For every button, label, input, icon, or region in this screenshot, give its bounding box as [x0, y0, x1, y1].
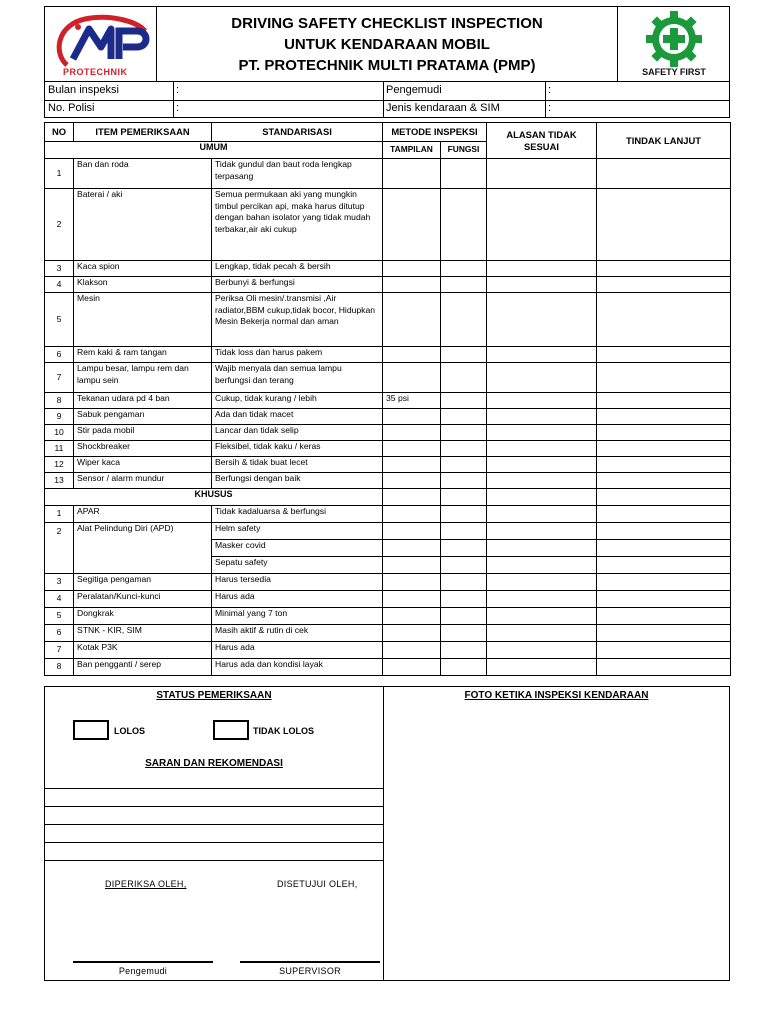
- row-alasan[interactable]: [487, 659, 597, 676]
- table-row: [45, 409, 731, 425]
- supervisor-signature-line[interactable]: [240, 961, 380, 963]
- table-row: [45, 277, 731, 293]
- row-tampilan[interactable]: [383, 409, 441, 425]
- row-fungsi[interactable]: [441, 159, 487, 189]
- row-standar: Harus ada: [212, 642, 383, 659]
- row-tindak[interactable]: [597, 347, 731, 363]
- row-alasan[interactable]: [487, 393, 597, 409]
- status-title: STATUS PEMERIKSAAN: [156, 690, 272, 701]
- row-item: Dongkrak: [74, 608, 212, 625]
- bulan-inspeksi-label: Bulan inspeksi: [48, 84, 119, 96]
- row-alasan[interactable]: [487, 441, 597, 457]
- row-tindak[interactable]: [597, 293, 731, 347]
- table-row: [45, 591, 731, 608]
- empty-cell: [597, 489, 731, 506]
- table-row: [45, 261, 731, 277]
- header-standarisasi: STANDARISASI: [212, 123, 383, 142]
- row-standar: Lengkap, tidak pecah & bersih: [212, 261, 383, 277]
- row-item: Klakson: [74, 277, 212, 293]
- row-no: 7: [45, 642, 74, 659]
- row-standar: Ada dan tidak macet: [212, 409, 383, 425]
- foto-title: FOTO KETIKA INSPEKSI KENDARAAN: [464, 690, 649, 701]
- row-alasan[interactable]: [487, 625, 597, 642]
- row-no: 1: [45, 506, 74, 523]
- row-tindak[interactable]: [597, 659, 731, 676]
- row-tindak[interactable]: [597, 523, 731, 540]
- row-standar: Harus ada: [212, 591, 383, 608]
- saran-line[interactable]: [45, 824, 383, 825]
- row-no: 8: [45, 393, 74, 409]
- row-alasan[interactable]: [487, 642, 597, 659]
- row-item: STNK - KIR, SIM: [74, 625, 212, 642]
- row-no: 10: [45, 425, 74, 441]
- row-tindak[interactable]: [597, 457, 731, 473]
- row-no: 8: [45, 659, 74, 676]
- logo-text: PROTECHNIK: [63, 67, 128, 77]
- row-no: 11: [45, 441, 74, 457]
- row-standar: Masker covid: [212, 540, 383, 557]
- section-umum: UMUM: [45, 142, 383, 159]
- table-row: [45, 608, 731, 625]
- row-item: [74, 540, 212, 557]
- row-no: 6: [45, 625, 74, 642]
- header-tindak: TINDAK LANJUT: [597, 123, 731, 159]
- row-fungsi[interactable]: [441, 642, 487, 659]
- bottom-divider: [383, 687, 384, 980]
- row-tampilan[interactable]: [383, 574, 441, 591]
- row-fungsi[interactable]: [441, 591, 487, 608]
- table-row: [45, 425, 731, 441]
- row-tampilan[interactable]: [383, 506, 441, 523]
- document-header: [44, 6, 730, 82]
- saran-title: SARAN DAN REKOMENDASI: [145, 758, 283, 769]
- row-tampilan[interactable]: [383, 347, 441, 363]
- row-standar: Berbunyi & berfungsi: [212, 277, 383, 293]
- row-standar: Lancar dan tidak selip: [212, 425, 383, 441]
- table-row: [45, 625, 731, 642]
- row-alasan[interactable]: [487, 523, 597, 540]
- bottom-section: [44, 686, 730, 981]
- row-alasan[interactable]: [487, 189, 597, 261]
- checklist-table: [44, 122, 731, 676]
- row-fungsi[interactable]: [441, 189, 487, 261]
- row-tindak[interactable]: [597, 625, 731, 642]
- row-alasan[interactable]: [487, 574, 597, 591]
- row-alasan[interactable]: [487, 506, 597, 523]
- row-tampilan[interactable]: [383, 642, 441, 659]
- disetujui-label: DISETUJUI OLEH,: [277, 879, 358, 889]
- table-row: [45, 642, 731, 659]
- row-no: 2: [45, 189, 74, 261]
- row-tindak[interactable]: [597, 261, 731, 277]
- title-block: [157, 13, 617, 76]
- row-tindak[interactable]: [597, 574, 731, 591]
- row-tindak[interactable]: [597, 363, 731, 393]
- row-item: [74, 557, 212, 574]
- pengemudi-field[interactable]: :: [548, 84, 552, 96]
- row-no: 9: [45, 409, 74, 425]
- header-fungsi: FUNGSI: [441, 142, 487, 159]
- saran-line[interactable]: [45, 806, 383, 807]
- table-row: [45, 457, 731, 473]
- row-tampilan[interactable]: [383, 363, 441, 393]
- row-item: APAR: [74, 506, 212, 523]
- table-row: [45, 293, 731, 347]
- saran-line[interactable]: [45, 788, 383, 789]
- row-tindak[interactable]: [597, 393, 731, 409]
- row-item: Stir pada mobil: [74, 425, 212, 441]
- header-metode: METODE INSPEKSI: [383, 123, 487, 142]
- row-item: Sabuk pengaman: [74, 409, 212, 425]
- row-fungsi[interactable]: [441, 506, 487, 523]
- table-row: [45, 659, 731, 676]
- row-tampilan[interactable]: [383, 159, 441, 189]
- row-fungsi[interactable]: [441, 277, 487, 293]
- table-row: [45, 557, 731, 574]
- khusus-header: [45, 489, 731, 506]
- row-fungsi[interactable]: [441, 261, 487, 277]
- tidak-lolos-label: TIDAK LOLOS: [253, 726, 314, 736]
- row-tampilan[interactable]: [383, 608, 441, 625]
- row-standar: Semua permukaan aki yang mungkin timbul percikan api, maka harus ditutup dengan bahan isolator yang tidak mudah terbakar,air aki cukup: [212, 189, 383, 261]
- row-tindak[interactable]: [597, 277, 731, 293]
- row-tampilan[interactable]: 35 psi: [383, 393, 441, 409]
- row-no: 7: [45, 363, 74, 393]
- title-line-2: UNTUK KENDARAAN MOBIL: [284, 36, 490, 53]
- row-standar: Berfungsi dengan baik: [212, 473, 383, 489]
- row-alasan[interactable]: [487, 425, 597, 441]
- row-item: Rem kaki & ram tangan: [74, 347, 212, 363]
- pengemudi-label: Pengemudi: [386, 84, 442, 96]
- row-alasan[interactable]: [487, 409, 597, 425]
- row-no: [45, 540, 74, 557]
- table-row: [45, 540, 731, 557]
- info-section: [44, 82, 730, 118]
- row-fungsi[interactable]: [441, 625, 487, 642]
- row-standar: Tidak gundul dan baut roda lengkap terpasang: [212, 159, 383, 189]
- header-alasan: ALASAN TIDAK SESUAI: [487, 123, 597, 159]
- row-alasan[interactable]: [487, 261, 597, 277]
- jenis-kendaraan-label: Jenis kendaraan & SIM: [386, 102, 500, 114]
- table-row: [45, 189, 731, 261]
- row-tampilan[interactable]: [383, 293, 441, 347]
- row-standar: Bersih & tidak buat lecet: [212, 457, 383, 473]
- row-tampilan[interactable]: [383, 659, 441, 676]
- row-item: Ban pengganti / serep: [74, 659, 212, 676]
- row-standar: Wajib menyala dan semua lampu berfungsi dan terang: [212, 363, 383, 393]
- row-tampilan[interactable]: [383, 540, 441, 557]
- row-no: 3: [45, 261, 74, 277]
- row-item: Lampu besar, lampu rem dan lampu sein: [74, 363, 212, 393]
- no-polisi-field[interactable]: :: [176, 102, 180, 114]
- row-fungsi[interactable]: [441, 425, 487, 441]
- row-no: [45, 557, 74, 574]
- table-row: [45, 506, 731, 523]
- safety-first-text: SAFETY FIRST: [642, 67, 706, 77]
- row-standar: Harus ada dan kondisi layak: [212, 659, 383, 676]
- row-standar: Periksa Oli mesin/.transmisi ,Air radiator,BBM cukup,tidak bocor, Hidupkan Mesin Bekerja normal dan aman: [212, 293, 383, 347]
- umum-rows: [45, 159, 731, 489]
- row-fungsi[interactable]: [441, 363, 487, 393]
- row-item: Baterai / aki: [74, 189, 212, 261]
- row-alasan[interactable]: [487, 608, 597, 625]
- row-fungsi[interactable]: [441, 441, 487, 457]
- row-fungsi[interactable]: [441, 557, 487, 574]
- table-row: [45, 574, 731, 591]
- row-alasan[interactable]: [487, 457, 597, 473]
- row-tampilan[interactable]: [383, 441, 441, 457]
- tidak-lolos-checkbox[interactable]: [213, 720, 249, 740]
- row-tindak[interactable]: [597, 591, 731, 608]
- row-item: Mesin: [74, 293, 212, 347]
- row-tindak[interactable]: [597, 159, 731, 189]
- row-tampilan[interactable]: [383, 425, 441, 441]
- row-item: Kaca spion: [74, 261, 212, 277]
- diperiksa-label: DIPERIKSA OLEH,: [105, 879, 187, 889]
- row-alasan[interactable]: [487, 159, 597, 189]
- lolos-label: LOLOS: [114, 726, 145, 736]
- row-tampilan[interactable]: [383, 261, 441, 277]
- row-fungsi[interactable]: [441, 293, 487, 347]
- row-no: 4: [45, 591, 74, 608]
- row-item: Wiper kaca: [74, 457, 212, 473]
- khusus-rows: [45, 506, 731, 676]
- table-row: [45, 159, 731, 189]
- empty-cell: [383, 489, 441, 506]
- row-item: Ban dan roda: [74, 159, 212, 189]
- row-no: 2: [45, 523, 74, 540]
- no-polisi-label: No. Polisi: [48, 102, 95, 114]
- row-tampilan[interactable]: [383, 591, 441, 608]
- row-fungsi[interactable]: [441, 608, 487, 625]
- empty-cell: [441, 489, 487, 506]
- row-item: Kotak P3K: [74, 642, 212, 659]
- pengemudi-signature-line[interactable]: [73, 961, 213, 963]
- row-alasan[interactable]: [487, 363, 597, 393]
- row-tindak[interactable]: [597, 189, 731, 261]
- row-tindak[interactable]: [597, 608, 731, 625]
- row-item: Shockbreaker: [74, 441, 212, 457]
- row-fungsi[interactable]: [441, 393, 487, 409]
- row-no: 12: [45, 457, 74, 473]
- bulan-inspeksi-field[interactable]: :: [176, 84, 180, 96]
- row-standar: Tidak loss dan harus pakem: [212, 347, 383, 363]
- row-no: 4: [45, 277, 74, 293]
- table-row: [45, 347, 731, 363]
- row-tindak[interactable]: [597, 557, 731, 574]
- row-alasan[interactable]: [487, 591, 597, 608]
- row-item: Segitiga pengaman: [74, 574, 212, 591]
- row-fungsi[interactable]: [441, 347, 487, 363]
- safety-first-logo: [617, 7, 729, 81]
- table-row: [45, 523, 731, 540]
- row-item: Tekanan udara pd 4 ban: [74, 393, 212, 409]
- row-tampilan[interactable]: [383, 557, 441, 574]
- row-tampilan[interactable]: [383, 277, 441, 293]
- header-tampilan: TAMPILAN: [383, 142, 441, 159]
- table-row: [45, 441, 731, 457]
- row-alasan[interactable]: [487, 277, 597, 293]
- row-standar: Harus tersedia: [212, 574, 383, 591]
- header-item: ITEM PEMERIKSAAN: [74, 123, 212, 142]
- row-no: 1: [45, 159, 74, 189]
- row-tindak[interactable]: [597, 642, 731, 659]
- row-standar: Cukup, tidak kurang / lebih: [212, 393, 383, 409]
- row-item: Peralatan/Kunci-kunci: [74, 591, 212, 608]
- row-fungsi[interactable]: [441, 523, 487, 540]
- empty-cell: [487, 489, 597, 506]
- row-tampilan[interactable]: [383, 473, 441, 489]
- jenis-kendaraan-field[interactable]: :: [548, 102, 552, 114]
- row-alasan[interactable]: [487, 540, 597, 557]
- row-tindak[interactable]: [597, 540, 731, 557]
- row-item: Sensor / alarm mundur: [74, 473, 212, 489]
- row-tindak[interactable]: [597, 506, 731, 523]
- row-standar: Masih aktif & rutin di cek: [212, 625, 383, 642]
- row-alasan[interactable]: [487, 557, 597, 574]
- row-alasan[interactable]: [487, 473, 597, 489]
- table-row: [45, 363, 731, 393]
- row-standar: Sepatu safety: [212, 557, 383, 574]
- row-fungsi[interactable]: [441, 540, 487, 557]
- section-khusus: KHUSUS: [45, 489, 383, 506]
- row-standar: Helm safety: [212, 523, 383, 540]
- row-tindak[interactable]: [597, 441, 731, 457]
- row-alasan[interactable]: [487, 347, 597, 363]
- row-no: 6: [45, 347, 74, 363]
- saran-line[interactable]: [45, 842, 383, 843]
- row-alasan[interactable]: [487, 293, 597, 347]
- row-fungsi[interactable]: [441, 659, 487, 676]
- row-tampilan[interactable]: [383, 625, 441, 642]
- row-fungsi[interactable]: [441, 574, 487, 591]
- row-item: Alat Pelindung Diri (APD): [74, 523, 212, 540]
- supervisor-sign-label: SUPERVISOR: [279, 966, 341, 976]
- row-no: 13: [45, 473, 74, 489]
- row-tampilan[interactable]: [383, 457, 441, 473]
- row-standar: Fleksibel, tidak kaku / keras: [212, 441, 383, 457]
- row-tindak[interactable]: [597, 473, 731, 489]
- row-no: 3: [45, 574, 74, 591]
- row-no: 5: [45, 608, 74, 625]
- saran-line[interactable]: [45, 860, 383, 861]
- table-row: [45, 393, 731, 409]
- header-no: NO: [45, 123, 74, 142]
- row-tindak[interactable]: [597, 425, 731, 441]
- row-tampilan[interactable]: [383, 523, 441, 540]
- row-fungsi[interactable]: [441, 473, 487, 489]
- row-fungsi[interactable]: [441, 409, 487, 425]
- row-tindak[interactable]: [597, 409, 731, 425]
- lolos-checkbox[interactable]: [73, 720, 109, 740]
- pengemudi-sign-label: Pengemudi: [118, 966, 168, 976]
- title-line-3: PT. PROTECHNIK MULTI PRATAMA (PMP): [238, 57, 536, 74]
- row-tampilan[interactable]: [383, 189, 441, 261]
- row-standar: Minimal yang 7 ton: [212, 608, 383, 625]
- title-line-1: DRIVING SAFETY CHECKLIST INSPECTION: [231, 15, 543, 32]
- row-fungsi[interactable]: [441, 457, 487, 473]
- row-standar: Tidak kadaluarsa & berfungsi: [212, 506, 383, 523]
- row-no: 5: [45, 293, 74, 347]
- protechnik-logo: [45, 7, 157, 81]
- table-row: [45, 473, 731, 489]
